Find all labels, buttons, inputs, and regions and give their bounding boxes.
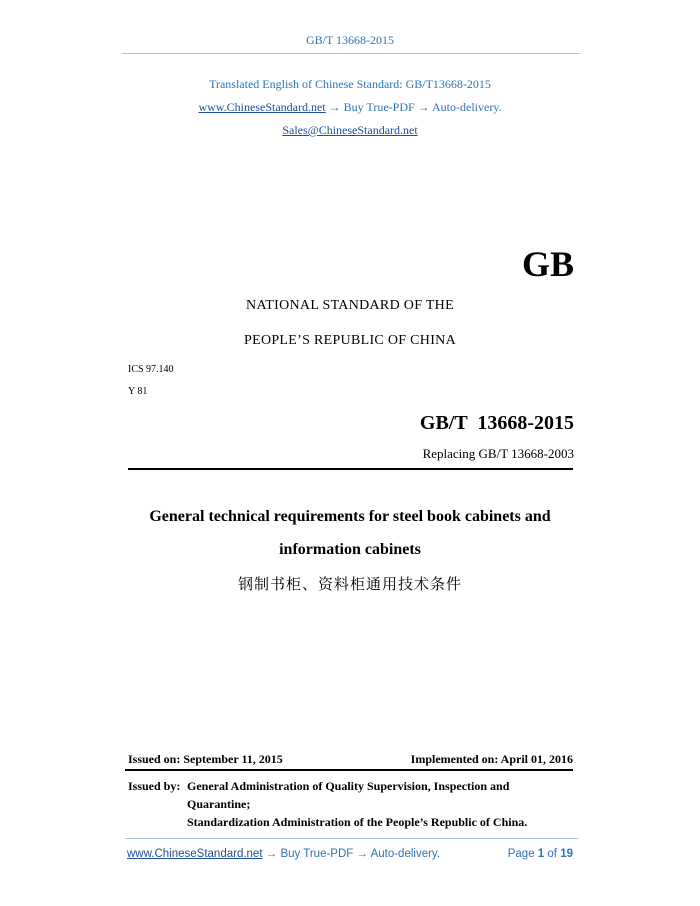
page-label: Page — [507, 848, 535, 860]
arrow-icon: → — [356, 848, 368, 860]
header-doc-code: GB/T 13668-2015 — [305, 33, 395, 47]
page-total: 19 — [560, 848, 573, 860]
email-line — [0, 123, 700, 138]
standard-number: GB/T 13668-2015 — [419, 412, 574, 434]
email-link[interactable]: Sales@ChineseStandard.net — [282, 123, 418, 137]
site-link[interactable]: www.ChineseStandard.net — [198, 100, 326, 114]
cover-rule-top — [128, 468, 573, 470]
title-line2: information cabinets — [279, 541, 421, 558]
classification-code: Y 81 — [128, 386, 148, 397]
page-of: of — [547, 848, 557, 860]
auto-delivery: Auto-delivery. — [432, 100, 502, 114]
footer-rule — [125, 838, 578, 839]
footer-auto-delivery: Auto-delivery. — [370, 848, 441, 860]
buy-true-pdf: Buy True-PDF — [343, 100, 415, 114]
national-standard-line2: PEOPLE’S REPUBLIC OF CHINA — [244, 333, 456, 348]
page-current: 1 — [537, 848, 545, 860]
header-rule — [122, 53, 580, 54]
footer-site-link[interactable]: www.ChineseStandard.net — [127, 848, 263, 860]
ics-code: ICS 97.140 — [128, 364, 174, 375]
page-indicator — [508, 848, 573, 860]
arrow-icon: → — [417, 100, 430, 114]
issued-by-line1: General Administration of Quality Supervision, Inspection and — [187, 779, 510, 793]
title-line1: General technical requirements for steel book cabinets and — [149, 508, 551, 525]
issued-by-line2: Quarantine; — [187, 797, 251, 811]
chinese-title: 钢制书柜、资料柜通用技术条件 — [237, 575, 462, 593]
issue-rule — [125, 769, 573, 771]
national-standard-line1: NATIONAL STANDARD OF THE — [246, 298, 454, 313]
arrow-icon: → — [265, 848, 278, 860]
promo-line — [0, 100, 700, 115]
translated-line: Translated English of Chinese Standard: GB/T13668-2015 — [209, 77, 491, 91]
arrow-icon: → — [328, 100, 341, 114]
gb-mark: GB — [521, 244, 574, 284]
replacing-note: Replacing GB/T 13668-2003 — [422, 446, 574, 461]
issued-by-label: Issued by: — [128, 779, 181, 793]
issued-by-line3: Standardization Administration of the People’s Republic of China. — [187, 815, 528, 829]
footer-promo — [127, 848, 440, 860]
footer-buy-true-pdf: Buy True-PDF — [280, 848, 354, 860]
implemented-on: Implemented on: April 01, 2016 — [410, 752, 573, 766]
issued-on: Issued on: September 11, 2015 — [128, 752, 283, 766]
